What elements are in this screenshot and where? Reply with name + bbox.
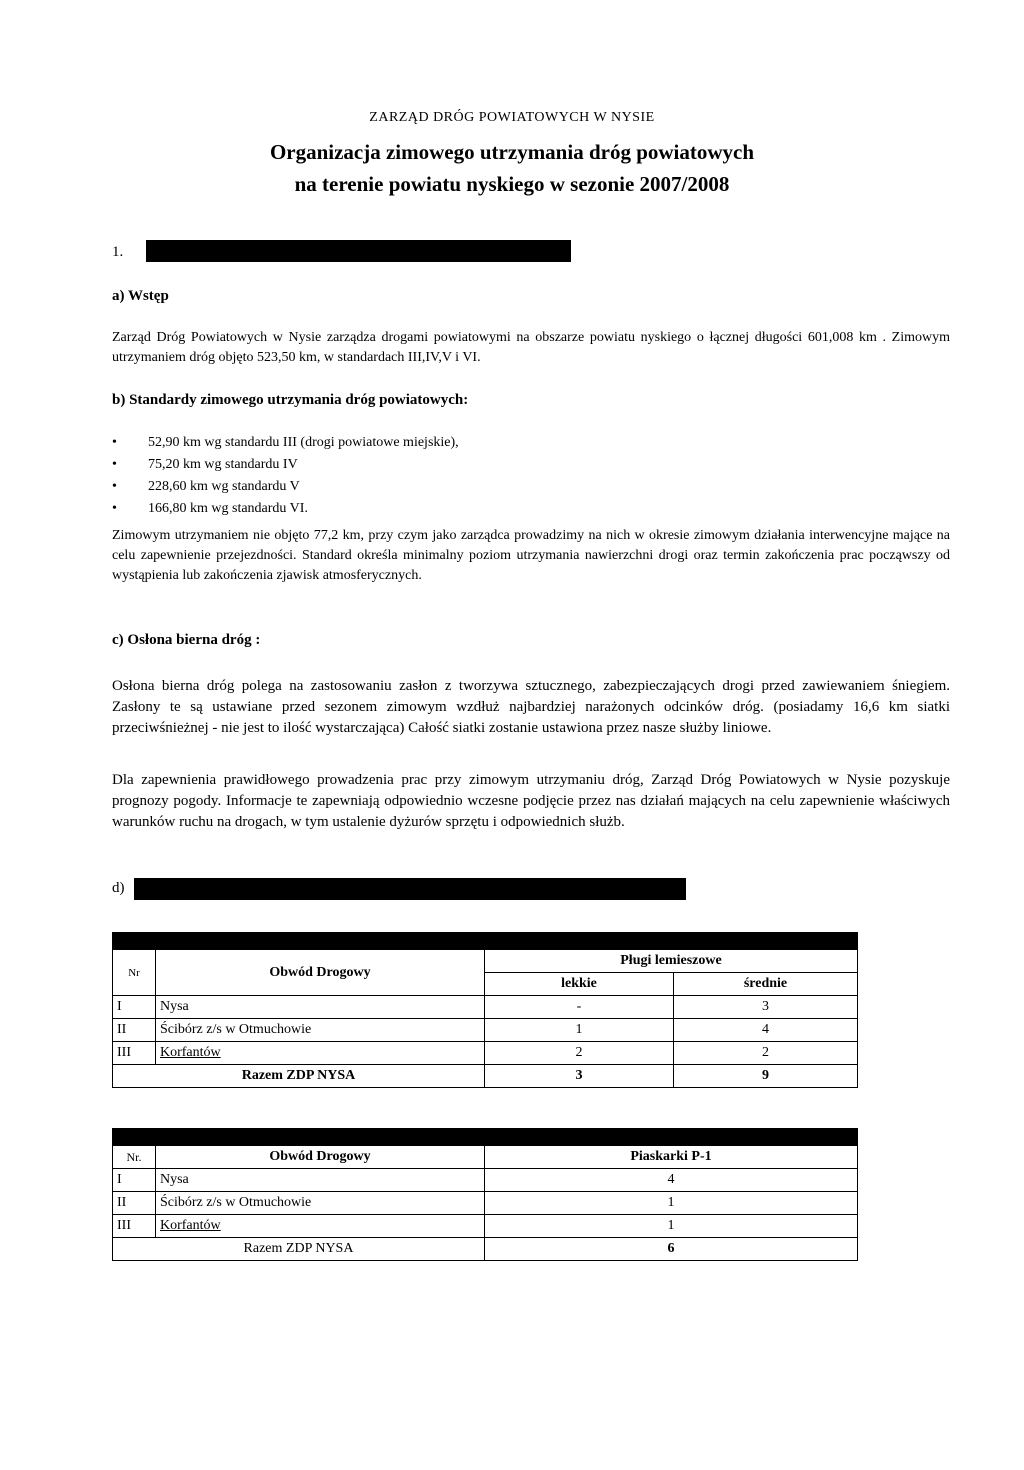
table-row <box>113 1169 858 1192</box>
col-nr-header: Nr. <box>113 1146 156 1169</box>
cell-nr: I <box>113 996 156 1019</box>
total-label: Razem ZDP NYSA <box>113 1065 485 1088</box>
cell-srednie: 2 <box>674 1042 858 1065</box>
total-row <box>113 1238 858 1261</box>
document-title-line2: na terenie powiatu nyskiego w sezonie 2007/2008 <box>294 172 730 196</box>
cell-lekkie: 2 <box>485 1042 674 1065</box>
spreaders-table <box>112 1128 858 1261</box>
col-plugi-header: Pługi lemieszowe <box>485 950 858 973</box>
section-c-paragraph2: Dla zapewnienia prawidłowego prowadzenia prac przy zimowym utrzymaniu dróg, Zarząd Dróg Powiatowych w Nysie pozyskuje prognozy pogody. Informacje te zapewniają odpowiednio wczesne podjęcie przez nas działań mających na celu zapewnienie właściwych warunków ruchu na drogach, w tym ustalenie dyżurów sprzętu i odpowiednich służb. <box>112 772 950 830</box>
cell-obwod: Nysa <box>156 996 485 1019</box>
plows-table <box>112 932 858 1088</box>
cell-nr: II <box>113 1019 156 1042</box>
cell-nr: II <box>113 1192 156 1215</box>
total-row <box>113 1065 858 1088</box>
redacted-section-d-bar <box>134 878 686 900</box>
total-label: Razem ZDP NYSA <box>113 1238 485 1261</box>
cell-srednie: 4 <box>674 1019 858 1042</box>
cell-nr: III <box>113 1042 156 1065</box>
organization-name: ZARZĄD DRÓG POWIATOWYCH W NYSIE <box>369 110 655 125</box>
document-title-line1: Organizacja zimowego utrzymania dróg powiatowych <box>269 140 755 164</box>
section-a-text: Zarząd Dróg Powiatowych w Nysie zarządza drogami powiatowymi na obszarze powiatu nyskiego o łącznej długości 601,008 km . Zimowym utrzymaniem dróg objęto 523,50 km, w standardach III,IV,V i VI. <box>112 330 950 365</box>
cell-obwod: Ścibórz z/s w Otmuchowie <box>156 1192 485 1215</box>
col-nr-header: Nr <box>113 950 156 996</box>
cell-obwod: Korfantów <box>156 1042 485 1065</box>
total-piaskarki: 6 <box>485 1238 858 1261</box>
section-b-text: Zimowym utrzymaniem nie objęto 77,2 km, przy czym jako zarządca prowadzimy na nich w okresie zimowym działania interwencyjne mające na celu zapewnienie przejezdności. Standard określa minimalny poziom utrzymania nawierzchni drogi oraz termin zakończenia prac począwszy od wystąpienia lub zakończenia zjawisk atmosferycznych. <box>112 528 950 583</box>
total-srednie: 9 <box>674 1065 858 1088</box>
table-row <box>113 1019 858 1042</box>
cell-lekkie: 1 <box>485 1019 674 1042</box>
col-obwod-header: Obwód Drogowy <box>156 1146 485 1169</box>
cell-nr: III <box>113 1215 156 1238</box>
cell-piaskarki: 1 <box>485 1215 858 1238</box>
section-number: 1. <box>112 244 124 260</box>
cell-obwod: Korfantów <box>156 1215 485 1238</box>
list-item: • 228,60 km wg standardu V <box>112 476 459 498</box>
list-item: • 166,80 km wg standardu VI. <box>112 498 459 520</box>
cell-piaskarki: 1 <box>485 1192 858 1215</box>
col-obwod-header: Obwód Drogowy <box>156 950 485 996</box>
table-row <box>113 1042 858 1065</box>
cell-srednie: 3 <box>674 996 858 1019</box>
table-row <box>113 1215 858 1238</box>
cell-obwod: Ścibórz z/s w Otmuchowie <box>156 1019 485 1042</box>
redacted-heading-bar <box>146 240 571 262</box>
cell-nr: I <box>113 1169 156 1192</box>
list-item: • 75,20 km wg standardu IV <box>112 454 459 476</box>
cell-obwod: Nysa <box>156 1169 485 1192</box>
section-c-heading: c) Osłona bierna dróg : <box>112 632 261 648</box>
section-d-label: d) <box>112 880 125 896</box>
col-piaskarki-header: Piaskarki P-1 <box>485 1146 858 1169</box>
cell-piaskarki: 4 <box>485 1169 858 1192</box>
cell-lekkie: - <box>485 996 674 1019</box>
table-row <box>113 1192 858 1215</box>
standards-list <box>112 432 459 520</box>
table-header-bar <box>113 933 858 950</box>
section-c-paragraph1: Osłona bierna dróg polega na zastosowaniu zasłon z tworzywa sztucznego, zabezpieczających drogi przed zawiewaniem śniegiem. Zasłony te są ustawiane przed sezonem zimowym wzdłuż najbardziej narażonych odcinków dróg. (posiadamy 16,6 km siatki przeciwśnieżnej - nie jest to ilość wystarczająca) Całość siatki zostanie ustawiona przez nasze służby liniowe. <box>112 678 950 736</box>
table-header-bar <box>113 1129 858 1146</box>
col-lekkie-header: lekkie <box>485 973 674 996</box>
col-srednie-header: średnie <box>674 973 858 996</box>
table-row <box>113 996 858 1019</box>
section-a-heading: a) Wstęp <box>112 288 169 304</box>
section-b-heading: b) Standardy zimowego utrzymania dróg powiatowych: <box>112 392 469 408</box>
list-item: • 52,90 km wg standardu III (drogi powiatowe miejskie), <box>112 432 459 454</box>
total-lekkie: 3 <box>485 1065 674 1088</box>
